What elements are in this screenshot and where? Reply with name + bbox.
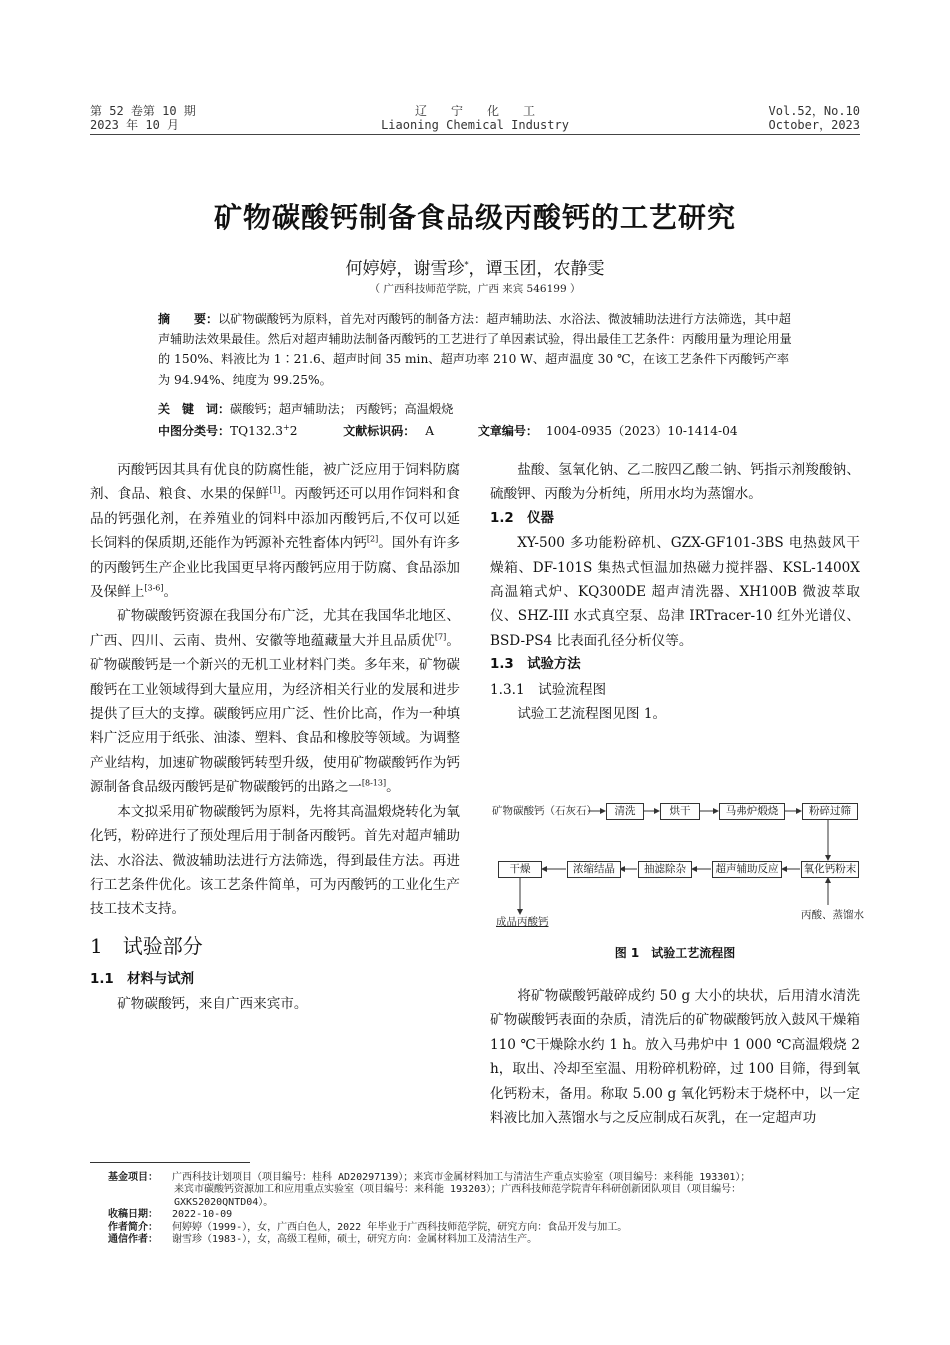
corresponding-label: 通信作者： bbox=[108, 1234, 158, 1246]
clc-sup: + bbox=[283, 422, 290, 432]
flow-box-calcine: 马弗炉煅烧 bbox=[719, 803, 785, 820]
flow-box-wash: 清洗 bbox=[606, 803, 644, 820]
subsection-heading-1-2: 1.2 仪器 bbox=[490, 510, 554, 526]
fund-label: 基金项目： bbox=[108, 1172, 158, 1183]
received-date: 2022-10-09 bbox=[172, 1209, 233, 1221]
section-heading-1: 1 试验部分 bbox=[90, 933, 203, 958]
clc-tail: 2 bbox=[289, 424, 298, 438]
text-span: 。 bbox=[163, 584, 178, 601]
journal-name-cn: 辽 宁 化 工 bbox=[414, 104, 535, 118]
flow-input-label: 丙酸、蒸馏水 bbox=[801, 909, 864, 921]
author-bio-line bbox=[108, 1222, 868, 1234]
text-span: 丙酸钙因其具有优良的防腐性能，被广泛应用于饲料防腐剂、食品、粮食、水果的保鲜 bbox=[90, 462, 460, 503]
abstract-text: 以矿物碳酸钙为原料，首先对丙酸钙的制备方法：超声辅助法、水浴法、微波辅助法进行方法筛选，其中超声辅助法效果最佳。然后对超声辅助法制备丙酸钙的工艺进行了单因素试验，得出最佳工艺条件：丙酸用量为理论用量的 150%、料液比为 1∶21.6、超声时间 35 min、超声功率 210 W、超声温度 30 ℃，在该工艺条件下丙酸钙产率为 94.94%、纯度为 99.25%。 bbox=[158, 312, 792, 387]
flow-box-cao-powder: 氧化钙粉末 bbox=[801, 861, 859, 878]
article-number-label: 文章编号： bbox=[477, 424, 538, 438]
footnote-rule bbox=[90, 1162, 250, 1163]
authors-first: 何婷婷，谢雪珍 bbox=[345, 259, 465, 279]
text-span: 。 bbox=[386, 779, 400, 796]
text-span: 。矿物碳酸钙是一个新兴的无机工业材料门类。多年来，矿物碳酸钙在工业领域得到大量应用，为经济相关行业的发展和进步提供了巨大的支撑。碳酸钙应用广泛、性价比高，作为一种填料广泛应用于纸张、油漆、塑料、食品和橡胶等领域。为调整产业结构，加速矿物碳酸钙转型升级，使用矿物碳酸钙作为钙源制备食品级丙酸钙是矿物碳酸钙的出路之一 bbox=[90, 632, 461, 796]
subsection-heading-1-1: 1.1 材料与试剂 bbox=[90, 971, 195, 987]
flow-box-dry: 烘干 bbox=[660, 803, 700, 820]
citation: [1] bbox=[269, 485, 281, 495]
citation: [7] bbox=[434, 632, 447, 642]
flow-start-label: 矿物碳酸钙（石灰石） bbox=[492, 805, 597, 817]
corresponding-mark: * bbox=[464, 260, 469, 270]
citation: [3-6] bbox=[144, 583, 164, 593]
clc-value: TQ132.3 bbox=[230, 424, 284, 438]
text-span: 。国外有许多的丙酸钙生产企业比我国更早将丙酸钙应用于防腐、食品添加及保鲜上 bbox=[90, 535, 460, 601]
issue-date: 2023 年 10 月 bbox=[90, 118, 180, 132]
keywords-text: 碳酸钙；超声辅助法； 丙酸钙；高温煅烧 bbox=[230, 402, 454, 416]
subsection-heading-1-3: 1.3 试验方法 bbox=[490, 657, 581, 673]
abstract-label: 摘 要： bbox=[158, 312, 219, 326]
materials-paragraph: 矿物碳酸钙，来自广西来宾市。 bbox=[117, 996, 308, 1013]
figure-caption: 图 1 试验工艺流程图 bbox=[614, 946, 736, 960]
flow-product-label: 成品丙酸钙 bbox=[496, 916, 549, 928]
flow-box-grind: 粉碎过筛 bbox=[802, 803, 858, 820]
reagents-paragraph: 盐酸、氢氧化钠、乙二胺四乙酸二钠、钙指示剂羧酸钠、硫酸钾、丙酸为分析纯，所用水均为蒸馏水。 bbox=[490, 462, 860, 503]
date-en: October，2023 bbox=[768, 118, 860, 132]
corresponding-text: 谢雪珍（1983-），女，高级工程师，硕士，研究方向：金属材料加工及清洁生产。 bbox=[172, 1234, 538, 1246]
corresponding-line bbox=[108, 1234, 868, 1246]
clc-label: 中图分类号： bbox=[158, 424, 231, 438]
flowchart-reference: 试验工艺流程图见图 1。 bbox=[517, 706, 667, 723]
right-column-continued bbox=[490, 984, 860, 1130]
fund-text-1: 广西科技计划项目（项目编号：桂科 AD20297139）；来宾市金属材料加工与清洁生产重点实验室（项目编号：来科能 193301）； bbox=[172, 1172, 751, 1183]
article-number-value: 1004-0935（2023）10-1414-04 bbox=[545, 424, 738, 438]
citation: [8-13] bbox=[361, 778, 387, 788]
flow-box-filter: 抽滤除杂 bbox=[638, 861, 692, 878]
intro-paragraph-3: 本文拟采用矿物碳酸钙为原料，先将其高温煅烧转化为氧化钙，粉碎进行了预处理后用于制备丙酸钙。首先对超声辅助法、水浴法、微波辅助法进行方法筛选，得到最佳方法。再进行工艺条件优化。该工艺条件简单，可为丙酸钙的工业化生产技工技术支持。 bbox=[90, 803, 460, 918]
volume-issue: 第 52 卷第 10 期 bbox=[90, 104, 196, 118]
received-line bbox=[108, 1209, 868, 1221]
volume-en: Vol.52，No.10 bbox=[768, 104, 860, 118]
method-paragraph: 将矿物碳酸钙敲碎成约 50 g 大小的块状，后用清水清洗矿物碳酸钙表面的杂质，清洗后的矿物碳酸钙放入鼓风干燥箱 110 ℃干燥除水约 1 h。放入马弗炉中 1 000 ℃高温煅烧 2 h，取出、冷却至室温、用粉碎机粉碎，过 100 目筛，得到氧化钙粉末，备用。称取 5.00 g 氧化钙粉末于烧杯中，以一定料液比加入蒸馏水与之反应制成石灰乳，在一定超声功 bbox=[490, 988, 860, 1127]
fund-text-3: GXKS2020QNTD04）。 bbox=[174, 1196, 274, 1208]
text-span: 矿物碳酸钙资源在我国分布广泛，尤其在我国华北地区、广西、四川、云南、贵州、安徽等地蕴藏量大并且品质优 bbox=[90, 608, 460, 649]
subsection-heading-1-3-1: 1.3.1 试验流程图 bbox=[490, 681, 607, 698]
affiliation: （ 广西科技师范学院，广西 来宾 546199 ） bbox=[369, 283, 581, 295]
fund-line-1 bbox=[108, 1172, 868, 1184]
received-label: 收稿日期： bbox=[108, 1209, 158, 1221]
instruments-paragraph: XY-500 多功能粉碎机、GZX-GF101-3BS 电热鼓风干燥箱、DF-101S 集热式恒温加热磁力搅拌器、KSL-1400X 高温箱式炉、KQ300DE 超声清洗器、XH100B 微波萃取仪、SHZ-III 水式真空泵、岛津 IRTracer-10 红外光谱仪、BSD-PS4 比表面孔径分析仪等。 bbox=[490, 535, 860, 649]
journal-name-en: Liaoning Chemical Industry bbox=[381, 118, 569, 132]
flow-box-ultrasound: 超声辅助反应 bbox=[712, 861, 782, 878]
text-span: 。丙酸钙还可以用作饲料和食品的钙强化剂，在养殖业的饲料中添加丙酸钙后,不仅可以延长饲料的保质期,还能作为钙源补充牲畜体内钙 bbox=[90, 486, 460, 552]
citation: [2] bbox=[366, 534, 379, 544]
flow-box-drying: 干燥 bbox=[498, 861, 542, 878]
author-bio-label: 作者简介： bbox=[108, 1221, 158, 1233]
paper-title: 矿物碳酸钙制备食品级丙酸钙的工艺研究 bbox=[213, 201, 736, 234]
flow-box-crystallize: 浓缩结晶 bbox=[567, 861, 621, 878]
doc-code-value: A bbox=[425, 424, 435, 438]
author-bio-text: 何婷婷（1999-），女，广西白色人，2022 年毕业于广西科技师范学院，研究方向：食品开发与加工。 bbox=[172, 1221, 628, 1233]
doc-code-label: 文献标识码： bbox=[343, 424, 416, 438]
fund-text-2: 来宾市碳酸钙资源加工和应用重点实验室（项目编号：来科能 193203）；广西科技师范学院青年科研创新团队项目（项目编号： bbox=[174, 1184, 742, 1196]
footnotes bbox=[108, 1172, 868, 1246]
keywords-label: 关 键 词： bbox=[158, 402, 231, 416]
authors-rest: ，谭玉团，农静雯 bbox=[468, 259, 605, 279]
